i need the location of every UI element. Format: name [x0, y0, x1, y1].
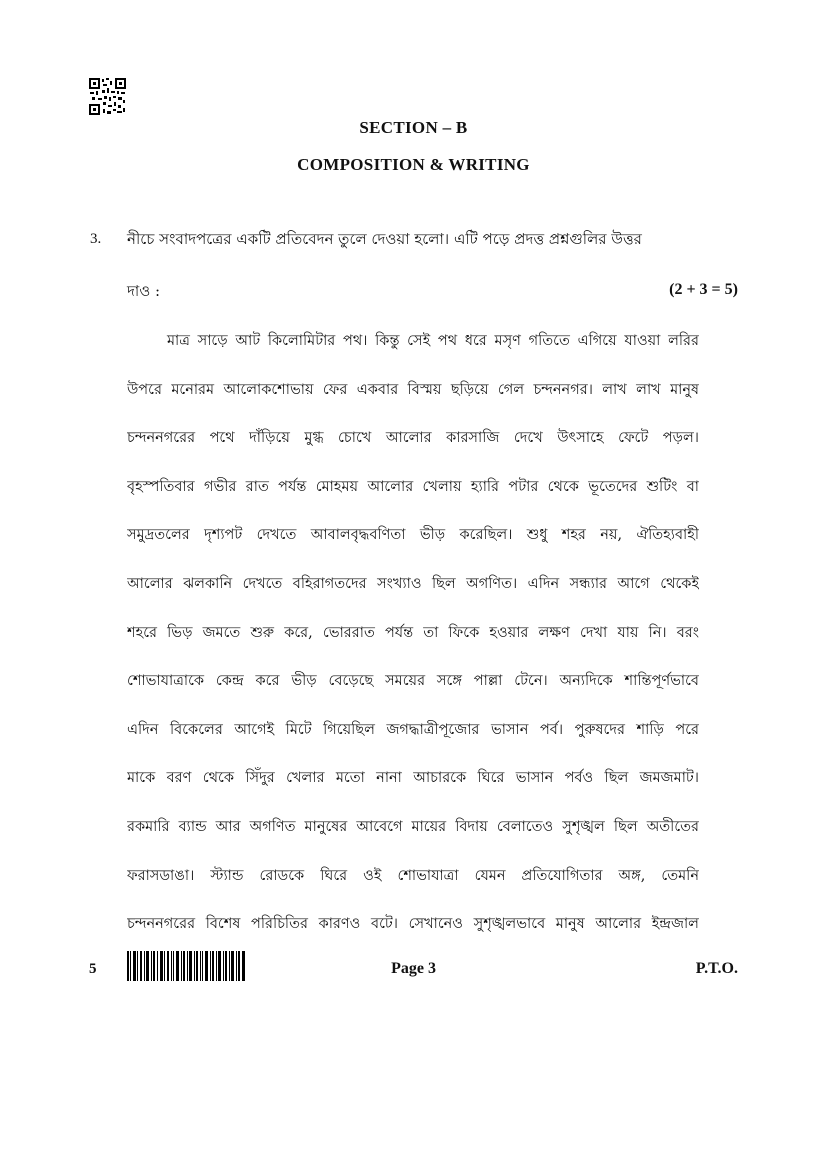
paper-code: 5 [89, 961, 97, 977]
passage-line: আলোর ঝলকানি দেখতে বহিরাগতদের সংখ্যাও ছিল অগণিত। এদিন সন্ধ্যার আগে থেকেই [127, 575, 699, 592]
section-title: SECTION – B [359, 118, 468, 137]
passage-line: রকমারি ব্যান্ড আর অগণিত মানুষের আবেগে মায়ের বিদায় বেলাতেও সুশৃঙ্খল ছিল অতীতের [127, 818, 699, 835]
passage-line: উপরে মনোরম আলোকশোভায় ফের একবার বিস্ময় ছড়িয়ে গেল চন্দননগর। লাখ লাখ মানুষ [127, 381, 699, 398]
please-turn-over-label: P.T.O. [695, 960, 738, 977]
qr-code-icon [89, 78, 126, 115]
page-number: Page 3 [391, 960, 436, 977]
passage-line: বৃহস্পতিবার গভীর রাত পর্যন্ত মোহময় আলোর খেলায় হ্যারি পটার থেকে ভূতেদের শুটিং বা [127, 478, 699, 495]
question-number: 3. [90, 231, 102, 247]
marks-allocation: (2 + 3 = 5) [669, 281, 738, 298]
passage-line: মাকে বরণ থেকে সিঁদুর খেলার মতো নানা আচারকে ঘিরে ভাসান পর্বও ছিল জমজমাট। [127, 770, 699, 787]
question-prompt-line-2: দাও : [127, 282, 161, 300]
passage-line: মাত্র সাড়ে আট কিলোমিটার পথ। কিন্তু সেই পথ ধরে মসৃণ গতিতে এগিয়ে যাওয়া লরির [167, 333, 699, 349]
passage-line: এদিন বিকেলের আগেই মিটে গিয়েছিল জগদ্ধাত্রীপূজোর ভাসান পর্ব। পুরুষদের শাড়ি পরে [127, 721, 699, 738]
news-passage [127, 330, 699, 962]
passage-line: ফরাসডাঙা। স্ট্যান্ড রোডকে ঘিরে ওই শোভাযাত্রা যেমন প্রতিযোগিতার অঙ্গ, তেমনি [127, 867, 699, 884]
passage-line: চন্দননগরের পথে দাঁড়িয়ে মুগ্ধ চোখে আলোর কারসাজি দেখে উৎসাহে ফেটে পড়ল। [127, 430, 699, 447]
passage-line: চন্দননগরের বিশেষ পরিচিতির কারণও বটে। সেখানেও সুশৃঙ্খলভাবে মানুষ আলোর ইন্দ্রজাল [127, 916, 699, 933]
passage-line: শোভাযাত্রাকে কেন্দ্র করে ভীড় বেড়েছে সময়ের সঙ্গে পাল্লা টেনে। অন্যদিকে শান্তিপূর্ণভাবে [127, 673, 699, 690]
section-subtitle: COMPOSITION & WRITING [297, 155, 530, 174]
question-prompt-line-1: নীচে সংবাদপত্রের একটি প্রতিবেদন তুলে দেওয়া হলো। এটি পড়ে প্রদত্ত প্রশ্নগুলির উত্তর [127, 230, 642, 248]
passage-line: শহরে ভিড় জমতে শুরু করে, ভোররাত পর্যন্ত তা ফিকে হওয়ার লক্ষণ দেখা যায় নি। বরং [127, 624, 699, 641]
passage-line: সমুদ্রতলের দৃশ্যপট দেখতে আবালবৃদ্ধবণিতা ভীড় করেছিল। শুধু শহর নয়, ঐতিহ্যবাহী [127, 527, 699, 544]
